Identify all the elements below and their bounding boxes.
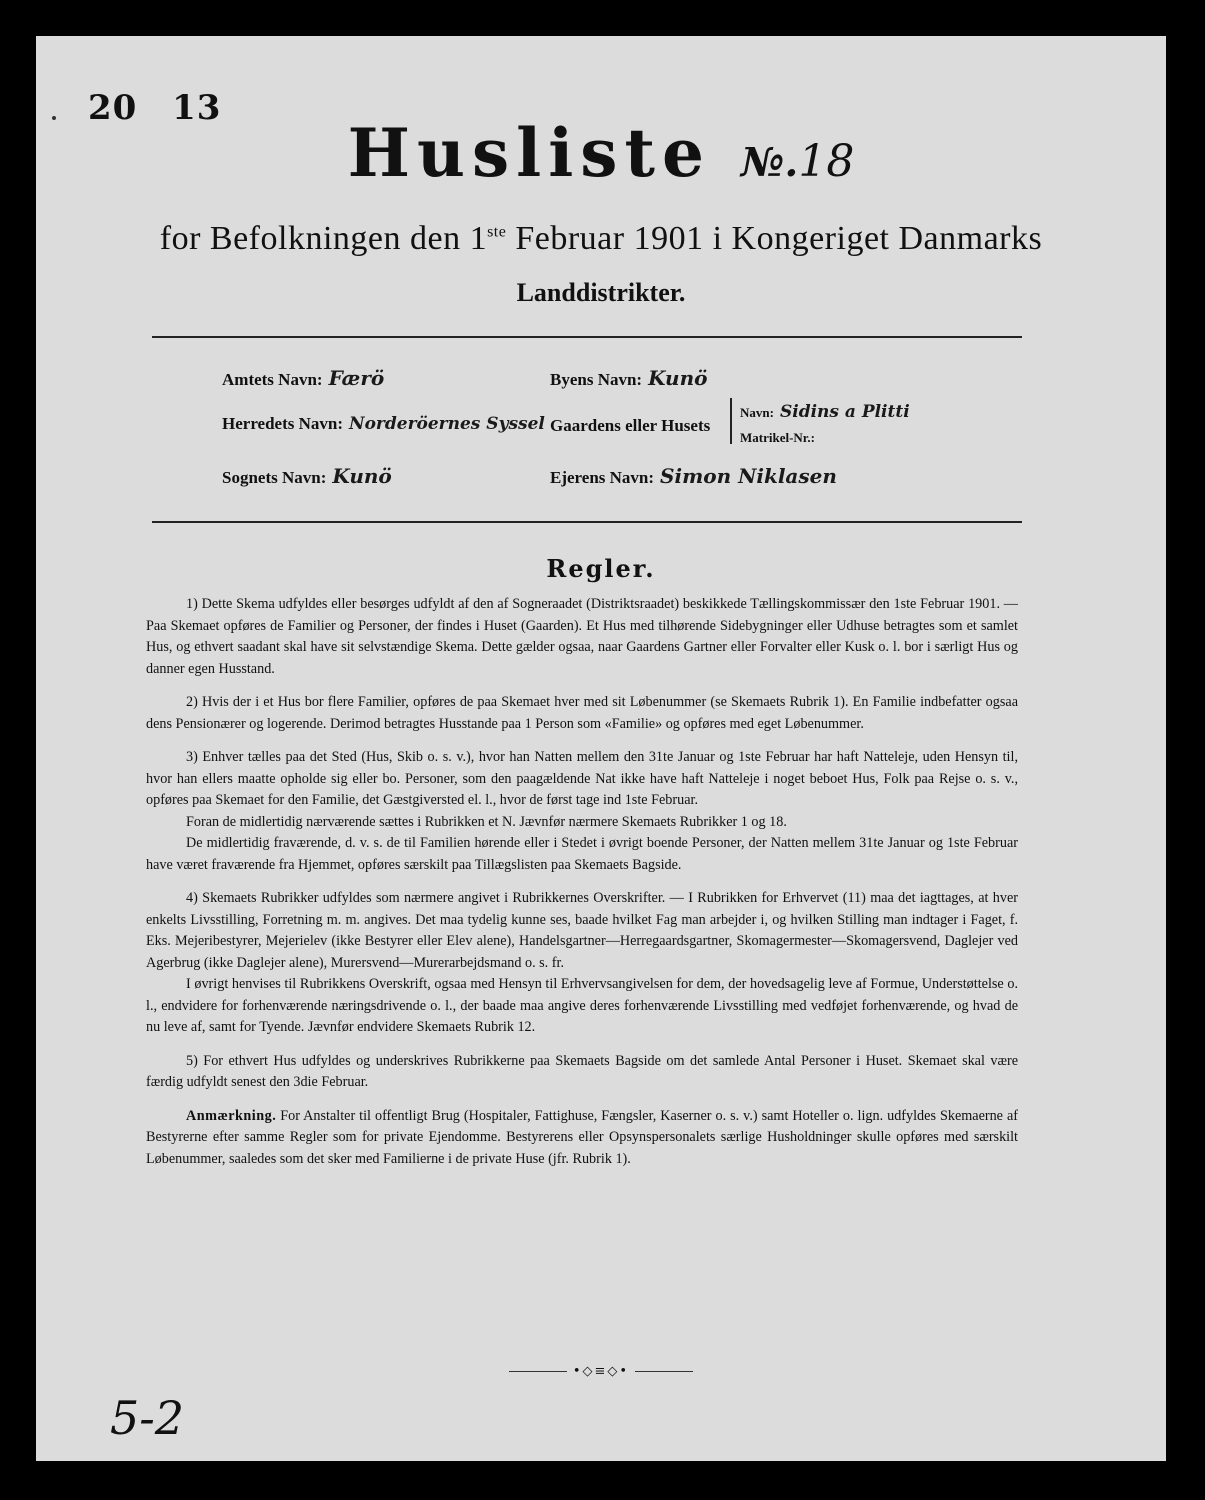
- amt-value: Færö: [328, 366, 385, 390]
- margin-note-handwritten: 5-2: [110, 1391, 185, 1445]
- subtitle-superscript: ste: [487, 223, 507, 241]
- rules-heading: Regler.: [546, 554, 656, 583]
- gaard-brace: [730, 398, 736, 444]
- subtitle-part-2: Februar 1901 i Kongeriget Danmarks: [506, 220, 1043, 257]
- by-value: Kunö: [648, 366, 708, 390]
- rule-3: 3) Enhver tælles paa det Sted (Hus, Skib o. s. v.), hvor han Natten mellem den 31te Januar og 1ste Februar har haft Natteleje, uden Hensyn til, hvor han ellers maatte opholde sig eller bo. Personer, som den paagældende Nat ikke have haft Natteleje i noget beboet Hus, Folk paa Rejse o. s. v., opføres paa Skemaet for den Familie, det Gæstgiversted el. l., hvor de først tage ind 1ste Februar.: [146, 749, 1018, 808]
- gaard-navn-value: Sidins a Plitti: [779, 402, 910, 422]
- field-herred: [222, 414, 545, 434]
- rule-5: 5) For ethvert Hus udfyldes og underskrives Rubrikkerne paa Skemaets Bagside om det samlede Antal Personer i Huset. Skemaet skal være færdig udfyldt senest den 3die Februar.: [146, 1052, 1018, 1090]
- matrikel-label: Matrikel-Nr.:: [740, 430, 815, 445]
- amt-label: Amtets Navn:: [222, 370, 323, 389]
- rule-1: 1) Dette Skema udfyldes eller besørges udfyldt af den af Sogneraadet (Distriktsraadet) beskikkede Tællingskommissær den 1ste Februar 1901. — Paa Skemaet opføres de Familier og Personer, der findes i Huset (Gaarden). Et Hus med tilhørende Sidebygninger eller Udhuse betragtes som et samlet Hus, og ethvert saadant skal have sit selvstændige Skema. Dette gælder ogsaa, naar Gaardens Gartner eller Forvalter eller Kusk o. l. bor i særligt Hus og danner egen Husstand.: [146, 596, 1018, 677]
- field-sogn: [222, 464, 392, 488]
- top-divider: [152, 336, 1022, 338]
- remark-text: For Anstalter til offentligt Brug (Hospitaler, Fattighuse, Fængsler, Kaserner o. s. v.) samt Hoteller o. lign. udfyldes Skemaerne af Bestyrerne efter samme Regler som for private Ejendomme. Bestyrerens eller Opsynspersonalets særlige Husholdninger skulle opføres med særskilt Løbenummer, saaledes som det sker med Familierne i de private Huse (jfr. Rubrik 1).: [146, 1107, 1018, 1167]
- number-label: №.: [740, 139, 799, 186]
- field-gaard: [550, 416, 710, 436]
- herred-label: Herredets Navn:: [222, 414, 344, 433]
- field-amt: [222, 366, 384, 390]
- herred-value: Norderöernes Syssel: [349, 414, 545, 434]
- form-subtitle-districts: Landdistrikter.: [516, 278, 686, 307]
- field-ejer: [550, 464, 837, 488]
- field-matrikel: [740, 430, 815, 446]
- sheet-number: 20 13: [88, 88, 222, 128]
- form-title: [36, 114, 1166, 192]
- ornament-divider: [36, 1364, 1166, 1379]
- subtitle-part-1: for Befolkningen den 1: [159, 220, 488, 257]
- census-form-page: [36, 36, 1166, 1461]
- sogn-value: Kunö: [332, 464, 392, 488]
- rule-4-note: I øvrigt henvises til Rubrikkens Overskrift, ogsaa med Hensyn til Erhvervsangivelsen for dem, der hovedsagelig leve af Formue, Understøttelse o. l., endvidere for forhenværende næringsdrivende o. l., der baade maa angive deres forhenværende Livsstilling med vedføjet forhenværende, og hvad de nu leve af, samt for Tyende. Jævnfør endvidere Skemaets Rubrik 12.: [146, 976, 1018, 1035]
- rule-2: 2) Hvis der i et Hus bor flere Familier, opføres de paa Skemaet hver med sit Løbenummer (se Skemaets Rubrik 1). En Familie indbefatter ogsaa dens Pensionærer og logerende. Derimod betragtes Husstande paa 1 Person som «Familie» og opføres med eget Løbenummer.: [146, 694, 1018, 732]
- list-number-handwritten: 18: [798, 136, 855, 187]
- by-label: Byens Navn:: [550, 370, 643, 389]
- gaard-navn-label: Navn:: [740, 405, 774, 420]
- rule-3-note-present: Foran de midlertidig nærværende sættes i Rubrikken et N. Jævnfør nærmere Skemaets Rubrikker 1 og 18.: [186, 813, 787, 830]
- rule-4: 4) Skemaets Rubrikker udfyldes som nærmere angivet i Rubrikkernes Overskrifter. — I Rubrikken for Erhvervet (11) maa det iagttages, at hver enkelts Livsstilling, Forretning m. m. angives. Det maa tydelig kunne ses, baade hvilket Fag man arbejder i, og hvilken Stilling man indtager i Faget, f. Eks. Mejeribestyrer, Mejerielev (ikke Bestyrer eller Elev alene), Handelsgartner—Herregaardsgartner, Skomagermester—Skomagersvend, Daglejer ved Agerbrug (ikke Daglejer alene), Murersvend—Murerarbejdsmand o. s. fr.: [146, 890, 1018, 971]
- fields-divider: [152, 521, 1022, 523]
- remark: [146, 1106, 1018, 1171]
- ejer-label: Ejerens Navn:: [550, 468, 655, 487]
- sogn-label: Sognets Navn:: [222, 468, 327, 487]
- gaard-label: Gaardens eller Husets: [550, 416, 711, 435]
- form-title-main: Husliste: [347, 114, 711, 192]
- form-subtitle: [36, 220, 1166, 258]
- rules-text: [146, 594, 1018, 1182]
- field-by: [550, 366, 707, 390]
- rule-3-note-absent: De midlertidig fraværende, d. v. s. de til Familien hørende eller i Stedet i øvrigt boende Personer, der Natten mellem 31te Januar og 1ste Februar have været fraværende fra Hjemmet, opføres særskilt paa Tillægslisten paa Skemaets Bagside.: [146, 835, 1018, 873]
- remark-label: Anmærkning.: [186, 1107, 277, 1124]
- ejer-value: Simon Niklasen: [660, 464, 837, 488]
- field-gaard-navn: [740, 402, 910, 422]
- ornament-glyph: •◇≡◇•: [572, 1364, 630, 1379]
